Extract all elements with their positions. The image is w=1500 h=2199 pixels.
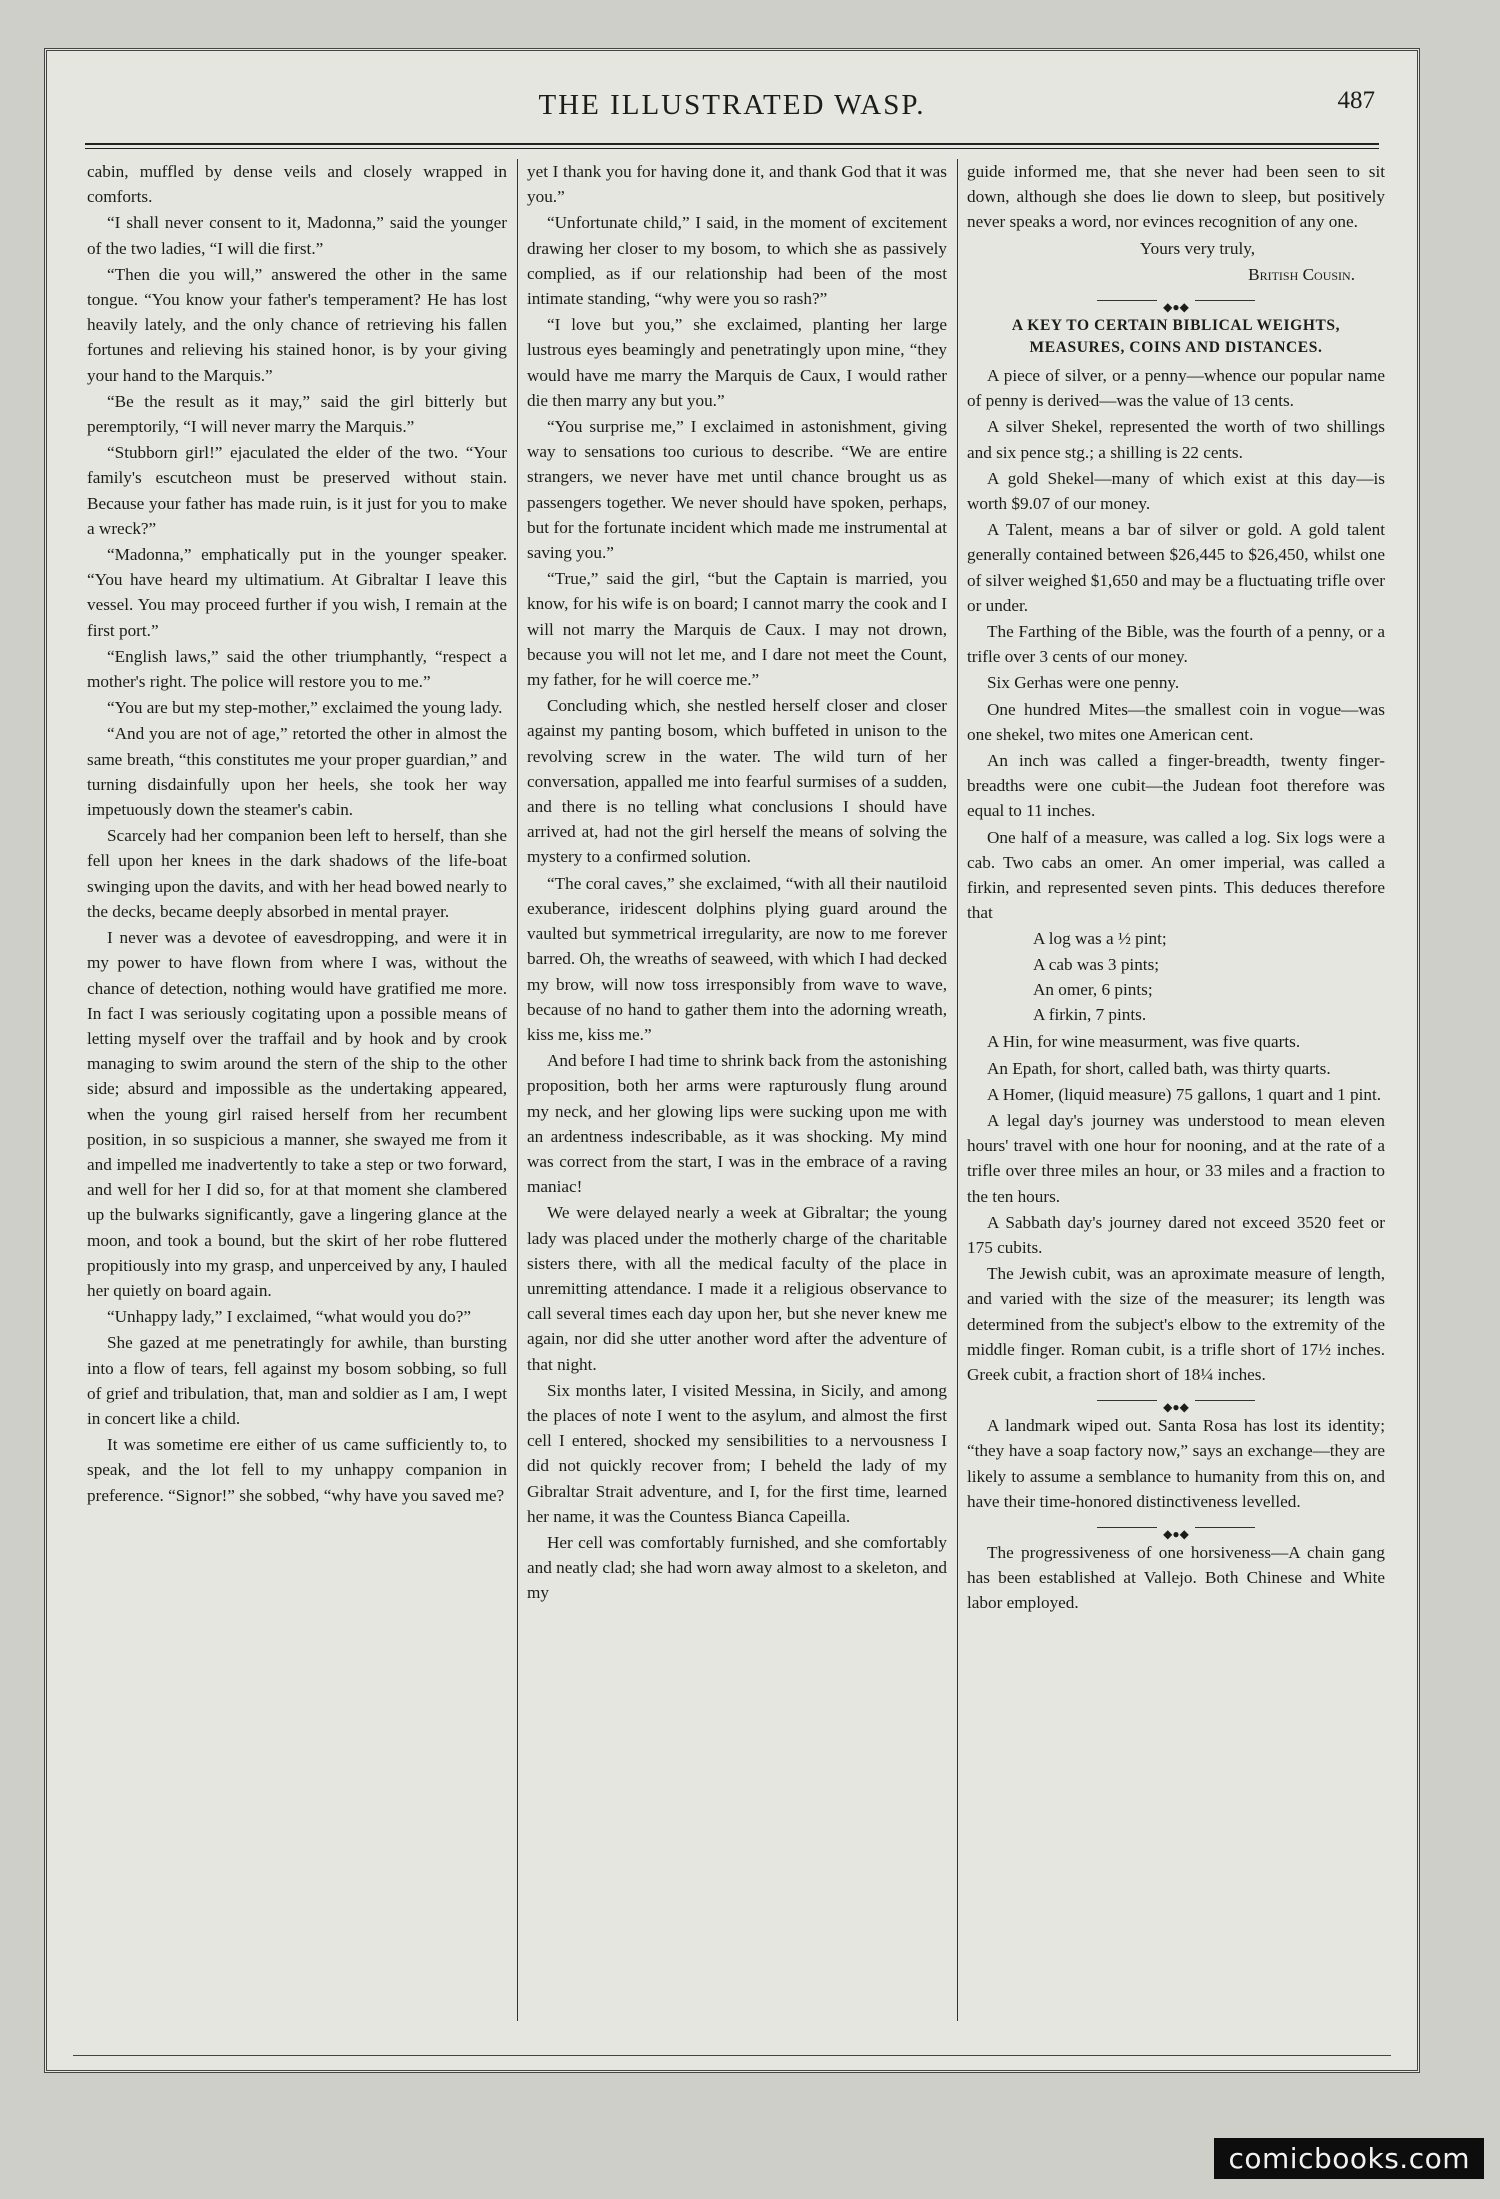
paragraph: “And you are not of age,” retorted the other in almost the same breath, “this constitutes me your proper guardian,” and turning disdainfully upon her heels, she took her way impetuously down the steamer's cabin.	[87, 724, 507, 820]
paragraph: A Hin, for wine measurment, was five quarts.	[987, 1032, 1301, 1052]
paragraph: An Epath, for short, called bath, was thirty quarts.	[987, 1058, 1331, 1078]
measure-item: A firkin, 7 pints.	[1033, 1005, 1147, 1025]
ornament-divider: ◆●◆	[967, 293, 1385, 307]
paragraph: I never was a devotee of eavesdropping, and were it in my power to have flown from where I was, without the chance of detection, nothing would have gratified me more. In fact I was seriously cogitating upon a possible means of letting myself over the traffail and by hook and by crook managing to swim around the stern of the ship to the other side; absurd and impossible as the undertaking appeared, when the young girl raised herself from her recumbent position, in so suspicious a manner, she swayed me from it and impelled me inadvertently to take a step or two forward, and well for her I did so, for at that moment she clambered up the bulwarks significantly, gave a lingering glance at the moon, and took a bound, but the skirt of her robe fluttered propitiously into my grasp, and unperceived by any, I hauled her quietly on board again.	[87, 928, 507, 1300]
ornament-divider: ◆●◆	[967, 1393, 1385, 1407]
paragraph: “True,” said the girl, “but the Captain is married, you know, for his wife is on board; I cannot marry the cook and I will not marry the Marquis de Caux. I may not drown, because you will not let me, and I dare not meet the Count, my father, for he will coerce me.”	[527, 569, 947, 690]
column-1	[87, 159, 507, 2021]
paragraph: A silver Shekel, represented the worth of two shillings and six pence stg.; a shilling is 22 cents.	[967, 417, 1385, 462]
bottom-rule	[73, 2055, 1391, 2056]
column-3	[967, 159, 1385, 2021]
paragraph: A Sabbath day's journey dared not exceed 3520 feet or 175 cubits.	[967, 1212, 1385, 1257]
paragraph: One hundred Mites—the smallest coin in vogue—was one shekel, two mites one American cent.	[967, 699, 1385, 744]
paragraph: A Homer, (liquid measure) 75 gallons, 1 quart and 1 pint.	[987, 1084, 1382, 1104]
paragraph: She gazed at me penetratingly for awhile, than bursting into a flow of tears, fell against my bosom sobbing, so full of grief and tribulation, that, man and soldier as I am, I wept in concert like a child.	[87, 1333, 507, 1428]
paragraph: “Unfortunate child,” I said, in the moment of excitement drawing her closer to my bosom, to which she as passively complied, as if our relationship had been of the most intimate standing, “why were you so rash?”	[527, 213, 947, 309]
header-rule	[85, 143, 1379, 149]
paragraph: Concluding which, she nestled herself closer and closer against my panting bosom, which buffeted in unison to the revolving screw in the water. The wild turn of her conversation, appalled me into fearful surmises of a sudden, and there is no telling what conclusions I should have arrived at, had not the girl herself the means of solving the mystery to a confirmed solution.	[527, 696, 947, 867]
column-divider	[957, 159, 958, 2021]
ornament-divider: ◆●◆	[967, 1520, 1385, 1534]
paragraph: “Unhappy lady,” I exclaimed, “what would you do?”	[107, 1307, 471, 1327]
column-divider	[517, 159, 518, 2021]
measure-item: An omer, 6 pints;	[1033, 979, 1153, 999]
paragraph: guide informed me, that she never had been seen to sit down, although she does lie down to sleep, but positively never speaks a word, nor evinces recognition of any one.	[967, 162, 1385, 232]
paragraph: “You are but my step-mother,” exclaimed the young lady.	[107, 698, 503, 718]
paragraph: A gold Shekel—many of which exist at this day—is worth $9.07 of our money.	[967, 468, 1385, 514]
text-columns	[87, 159, 1385, 2021]
paragraph: A piece of silver, or a penny—whence our popular name of penny is derived—was the value of 13 cents.	[967, 366, 1385, 411]
masthead-title: THE ILLUSTRATED WASP.	[538, 89, 926, 121]
paragraph: “Stubborn girl!” ejaculated the elder of the two. “Your family's escutcheon must be preserved without stain. Because your father has made ruin, is it just for you to make a wreck?”	[87, 443, 507, 538]
watermark-logo: comicbooks.com	[1214, 2138, 1484, 2179]
paragraph: A legal day's journey was understood to mean eleven hours' travel with one hour for nooning, and at the rate of a trifle over three miles an hour, or 33 miles and a fraction to the ten hours.	[967, 1110, 1385, 1206]
paragraph: The progressiveness of one horsiveness—A chain gang has been established at Vallejo. Both Chinese and White labor employed.	[967, 1542, 1385, 1613]
page-number: 487	[1337, 87, 1375, 114]
paragraph: We were delayed nearly a week at Gibraltar; the young lady was placed under the motherly charge of the charitable sisters there, with all the medical faculty of the place in unremitting attendance. I made it a religious observance to call several times each day upon her, but she never knew me again, nor did she utter another word after the adventure of that night.	[527, 1203, 947, 1374]
paragraph: The Jewish cubit, was an aproximate measure of length, and varied with the size of the measurer; its length was determined from the subject's elbow to the extremity of the middle finger. Roman cubit, is a trifle short of 17½ inches. Greek cubit, a fraction short of 18¼ inches.	[967, 1264, 1385, 1384]
letter-closing: Yours very truly,	[1139, 238, 1255, 258]
paragraph: “Be the result as it may,” said the girl bitterly but peremptorily, “I will never marry the Marquis.”	[87, 391, 507, 437]
magazine-page	[44, 48, 1420, 2073]
paragraph: One half of a measure, was called a log. Six logs were a cab. Two cabs an omer. An omer imperial, was called a firkin, and represented seven pints. This deduces therefore that	[967, 827, 1385, 923]
paragraph: “English laws,” said the other triumphantly, “respect a mother's right. The police will restore you to me.”	[87, 646, 507, 692]
paragraph: “Then die you will,” answered the other in the same tongue. “You know your father's temperament? He has lost heavily lately, and the only chance of retrieving his fallen fortunes and relieving his stained honor, is by your giving your hand to the Marquis.”	[87, 264, 507, 385]
letter-signature: British Cousin.	[1248, 264, 1355, 284]
column-2	[527, 159, 947, 2021]
paragraph: “The coral caves,” she exclaimed, “with all their nautiloid exuberance, iridescent dolphins plying guard around the vaulted but symmetrical irregularity, are now to me forever barred. Oh, the wreaths of seaweed, with which I had decked my brow, will now toss irresponsibly from wave to wave, because of no hand to gather them into the adorning wreath, kiss me, kiss me.”	[527, 873, 947, 1044]
paragraph: “I shall never consent to it, Madonna,” said the younger of the two ladies, “I will die first.”	[87, 213, 507, 258]
paragraph: Scarcely had her companion been left to herself, than she fell upon her knees in the dark shadows of the life-boat swinging upon the davits, and with her head bowed nearly to the decks, became deeply absorbed in mental prayer.	[87, 826, 507, 921]
paragraph: Six months later, I visited Messina, in Sicily, and among the places of note I went to the asylum, and almost the first cell I entered, shocked my sensibilities to a nervousness I did not quickly recover from; I beheld the lady of my Gibraltar Strait adventure, and I, for the first time, learned her name, it was the Countess Bianca Capeilla.	[527, 1380, 947, 1526]
paragraph: An inch was called a finger-breadth, twenty finger-breadths were one cubit—the Judean foot therefore was equal to 11 inches.	[967, 751, 1385, 821]
paragraph: It was sometime ere either of us came sufficiently to, to speak, and the lot fell to my unhappy companion in preference. “Signor!” she sobbed, “why have you saved me?	[87, 1435, 507, 1505]
paragraph: Her cell was comfortably furnished, and she comfortably and neatly clad; she had worn away almost to a skeleton, and my	[527, 1532, 947, 1603]
measure-item: A cab was 3 pints;	[1033, 954, 1160, 974]
paragraph: cabin, muffled by dense veils and closely wrapped in comforts.	[87, 162, 507, 207]
measure-item: A log was a ½ pint;	[1033, 929, 1167, 949]
paragraph: yet I thank you for having done it, and thank God that it was you.”	[527, 162, 947, 207]
paragraph: And before I had time to shrink back from the astonishing proposition, both her arms were rapturously flung around my neck, and her glowing lips were sucking upon me with an ardentness indescribable, as it was shocking. My mind was correct from the start, I was in the embrace of a raving maniac!	[527, 1051, 947, 1197]
measures-list	[1033, 926, 1385, 1027]
paragraph: “Madonna,” emphatically put in the younger speaker. “You have heard my ultimatium. At Gibraltar I leave this vessel. You may proceed further if you wish, I remain at the first port.”	[87, 545, 507, 640]
paragraph: “I love but you,” she exclaimed, planting her large lustrous eyes beamingly and penetratingly upon mine, “they would have me marry the Marquis de Caux, I would rather die then marry any but you.”	[527, 315, 947, 410]
paragraph: A Talent, means a bar of silver or gold. A gold talent generally contained between $26,445 to $26,450, whilst one of silver weighed $1,650 and may be a fluctuating trifle over or under.	[967, 520, 1385, 615]
article-heading: A KEY TO CERTAIN BIBLICAL WEIGHTS, MEASURES, COINS AND DISTANCES.	[1011, 317, 1341, 357]
paragraph: A landmark wiped out. Santa Rosa has lost its identity; “they have a soap factory now,” says an exchange—they are likely to assume a semblance to humanity from this on, and have their time-honored distinctiveness levelled.	[967, 1416, 1385, 1511]
paragraph: The Farthing of the Bible, was the fourth of a penny, or a trifle over 3 cents of our money.	[967, 622, 1385, 667]
paragraph: “You surprise me,” I exclaimed in astonishment, giving way to sensations too curious to describe. “We are entire strangers, we never have met until chance brought us as passengers together. We never should have spoken, perhaps, but for the fortunate incident which made me instrumental at saving you.”	[527, 417, 947, 563]
page-header	[47, 83, 1417, 143]
paragraph: Six Gerhas were one penny.	[987, 673, 1180, 693]
